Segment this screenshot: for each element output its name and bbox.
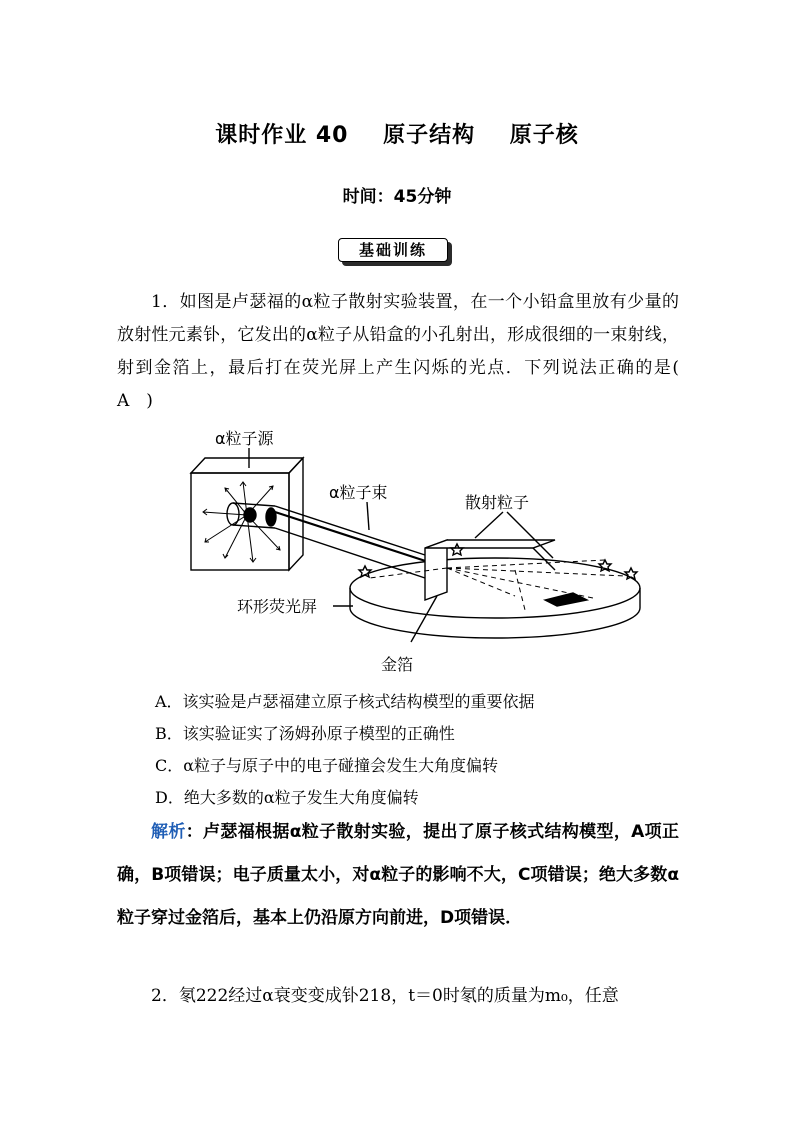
badge-label: 基础训练 [338,238,448,262]
label-alpha-beam: α粒子束 [329,483,388,502]
leader-scattered-right [507,512,553,558]
collimator-hole [266,508,276,526]
time-limit: 时间：45分钟 [342,187,452,207]
detector-sector [545,593,587,606]
beam-guide-top [275,506,425,555]
source-sample [244,508,256,522]
flash-star [359,566,371,577]
flash-star [625,568,637,579]
label-gold-foil: 金箔 [381,655,414,674]
alpha-beam [275,512,447,568]
question-1-analysis [117,811,679,940]
analysis-label: 解析 [151,822,186,842]
label-scattered-particles: 散射粒子 [465,493,530,512]
leader-scattered-left [475,512,503,538]
page-title: 课时作业 40 原子结构 原子核 [215,123,579,148]
scattering-apparatus-figure [185,420,665,682]
screen-top-ring [350,558,640,618]
option-a: A．该实验是卢瑟福建立原子核式结构模型的重要依据 [155,692,535,711]
label-alpha-source: α粒子源 [215,429,274,448]
option-c: C．α粒子与原子中的电子碰撞会发生大角度偏转 [155,756,499,775]
section-badge [338,238,452,266]
flash-star [599,560,611,571]
analysis-text: ：卢瑟福根据α粒子散射实验，提出了原子核式结构模型，A项正确，B项错误；电子质量太小，对α粒子的影响不大，C项错误；绝大多数α粒子穿过金箔后，基本上仍沿原方向前进，D项错误． [117,822,680,928]
box-top-face [191,458,303,473]
option-d: D．绝大多数的α粒子发生大角度偏转 [155,788,419,807]
label-annular-screen: 环形荧光屏 [237,597,318,616]
option-b: B．该实验证实了汤姆孙原子模型的正确性 [155,724,455,743]
question-1-stem: 1．如图是卢瑟福的α粒子散射实验装置，在一个小铅盒里放有少量的放射性元素钋，它发出的α粒子从铅盒的小孔射出，形成很细的一束射线，射到金箔上，最后打在荧光屏上产生闪烁的光点．下列说法正确的是( A ) [117,292,696,411]
screen-wall [350,588,640,638]
leader-beam [367,502,369,530]
question-2-stem: 2．氡222经过α衰变变成钋218，t＝0时氡的质量为m₀，任意 [151,986,619,1006]
scattering-paths [370,560,625,610]
